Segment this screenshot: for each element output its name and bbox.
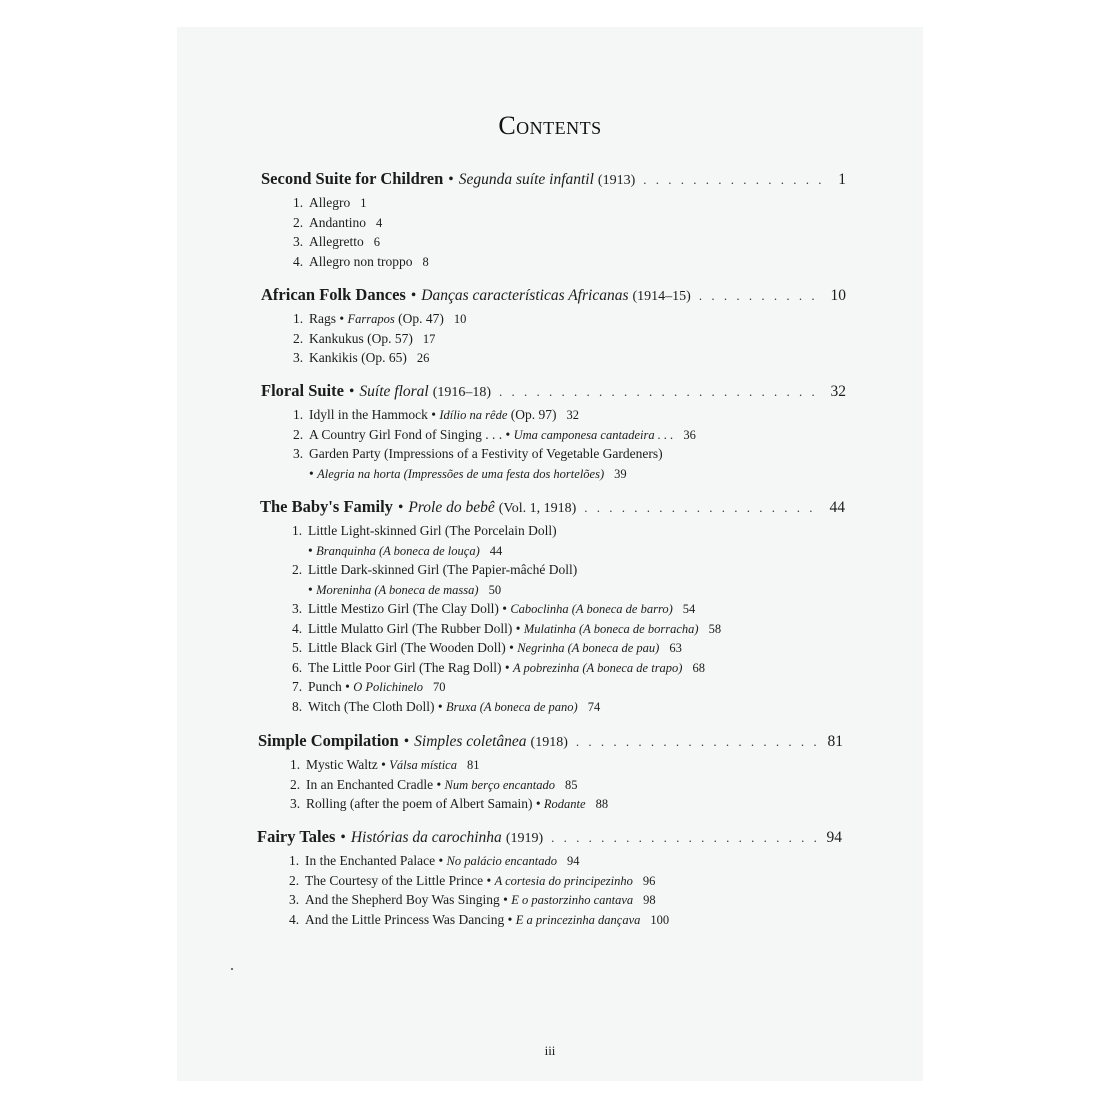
item-title: Punch • [308,679,350,694]
section-title: Floral Suite [261,381,344,400]
item-title: The Courtesy of the Little Prince • [305,872,492,888]
section-page-number: 94 [826,829,842,846]
item-page-number: 85 [564,777,578,792]
item-page-number: 26 [416,351,430,365]
toc-item [260,697,845,717]
section-heading [260,497,845,521]
section-bullet: • [403,733,410,750]
item-page-number: 4 [376,215,383,230]
item-number: 3. [293,350,304,365]
toc-item [260,560,845,580]
leader-dots [584,500,821,516]
item-portuguese-title: O Polichinelo [353,680,424,694]
leader-dots [551,830,818,846]
section-subtitle: Suíte floral [359,383,429,400]
item-title: Allegretto [309,234,364,249]
section-year: (1913) [597,173,636,188]
section-page-number: 1 [838,171,846,188]
section-year: (1916–18) [432,385,492,400]
item-page-number: 10 [453,312,467,326]
leader-dots [499,384,822,400]
toc-item [261,252,846,272]
item-number: 6. [292,659,303,675]
item-number: 3. [293,234,304,249]
item-number: 2. [293,426,304,442]
item-number: 2. [292,562,303,577]
toc-section [260,497,845,716]
item-portuguese-title: Branquinha (A boneca de louça) [316,543,480,558]
item-page-number: 50 [488,582,502,597]
item-page-number: 63 [669,641,682,655]
section-items [261,405,846,483]
item-portuguese-title: Mulatinha (A boneca de borracha) [523,621,699,636]
item-title: In an Enchanted Cradle • [306,776,442,792]
toc-section [261,169,846,271]
item-page-number: 58 [708,621,722,636]
item-portuguese-title: E o pastorzinho cantava [511,893,634,907]
toc-item [261,329,846,349]
section-page-number: 10 [830,287,846,304]
item-title: A Country Girl Fond of Singing . . . • [309,426,511,442]
section-items [257,851,842,929]
toc-item [260,599,845,619]
section-heading [257,827,842,851]
toc-item [260,541,845,561]
toc-item [258,755,843,775]
item-portuguese-title: Num berço encantado [444,777,555,792]
section-heading [261,285,846,309]
toc-item [260,638,845,658]
section-subtitle: Simples coletânea [414,733,527,750]
section-heading [261,169,846,193]
toc-section [261,285,846,368]
item-number: 3. [293,446,304,461]
section-heading [261,381,846,405]
item-title: Rags • [309,311,345,326]
item-portuguese-title: No palácio encantado [446,854,557,868]
item-title: Little Dark-skinned Girl (The Papier-mâché Doll) [308,562,578,577]
item-title: Kankikis (Op. 65) [309,350,407,365]
toc-item [260,521,845,541]
item-number: 5. [292,640,303,655]
section-bullet: • [397,499,404,516]
section-title: Second Suite for Children [261,169,444,188]
item-number: 2. [293,330,304,346]
item-number: 3. [292,601,303,616]
section-year: (1918) [530,735,568,750]
section-bullet: • [410,287,417,304]
item-page-number: 17 [422,331,436,346]
toc-item [260,658,845,678]
section-items [260,521,845,716]
item-page-number: 88 [595,797,609,811]
section-year: (Vol. 1, 1918) [498,501,577,516]
section-title: Simple Compilation [258,731,399,750]
toc-item [260,580,845,600]
section-year: (1914–15) [632,289,691,304]
toc-section [258,731,843,814]
item-title: And the Little Princess Was Dancing • [305,911,513,927]
section-items [258,755,843,814]
item-title: • [309,465,314,481]
toc-item [261,309,846,329]
item-number: 2. [290,776,301,792]
section-subtitle: Segunda suíte infantil [458,171,594,188]
item-page-number: 96 [642,873,656,888]
toc-item [261,213,846,233]
item-page-number: 1 [360,196,367,210]
item-number: 4. [293,253,304,269]
item-portuguese-title: Uma camponesa cantadeira . . . [513,427,674,442]
leader-dots [643,172,830,188]
toc-item [261,444,846,464]
item-number: 4. [292,620,303,636]
item-title: Little Black Girl (The Wooden Doll) • [308,640,514,655]
item-number: 2. [293,214,304,230]
item-portuguese-title: Negrinha (A boneca de pau) [517,641,660,655]
item-portuguese-title: Farrapos [347,312,395,326]
item-title: Kankukus (Op. 57) [309,330,413,346]
item-opus: (Op. 97) [510,407,557,422]
item-portuguese-title: Rodante [543,797,586,811]
item-number: 3. [289,892,300,907]
toc-item [258,775,843,795]
paper-speck [231,968,233,970]
leader-dots [576,734,820,750]
item-number: 1. [292,523,303,538]
toc-item [257,910,842,930]
book-page [177,27,923,1081]
item-title: Rolling (after the poem of Albert Samain) • [306,796,541,811]
item-title: Idyll in the Hammock • [309,407,436,422]
section-subtitle: Prole do bebê [408,499,495,516]
toc-item [257,871,842,891]
item-number: 1. [290,757,301,772]
item-number: 1. [293,195,304,210]
section-bullet: • [448,171,454,188]
item-title: In the Enchanted Palace • [305,853,444,868]
toc-item [261,405,846,425]
item-page-number: 6 [373,235,380,249]
item-page-number: 100 [650,912,670,927]
item-title: • [308,581,313,597]
section-year: (1919) [505,831,544,846]
item-title: Allegro non troppo [309,253,413,269]
section-items [261,193,846,271]
item-title: • [308,542,313,558]
item-title: The Little Poor Girl (The Rag Doll) • [308,659,510,675]
toc-item [260,677,845,697]
item-number: 3. [290,796,301,811]
section-page-number: 32 [830,383,846,400]
section-title: Fairy Tales [257,827,336,846]
item-page-number: 36 [683,427,696,442]
item-number: 1. [289,853,300,868]
section-page-number: 81 [827,733,843,750]
toc-item [261,232,846,252]
item-portuguese-title: Válsa mística [389,758,457,772]
page-title: Contents [498,111,602,140]
toc-item [258,794,843,814]
item-opus: (Op. 47) [398,311,444,326]
section-items [261,309,846,368]
item-page-number: 8 [422,254,429,269]
page-folio: iii [544,1043,556,1058]
item-title: Little Mestizo Girl (The Clay Doll) • [308,601,507,616]
toc-section [261,381,846,483]
item-number: 7. [292,679,303,694]
item-title: Andantino [309,214,366,230]
toc-item [260,619,845,639]
item-portuguese-title: A pobrezinha (A boneca de trapo) [512,660,683,675]
section-title: African Folk Dances [261,285,406,304]
section-bullet: • [348,383,355,400]
item-portuguese-title: E a princezinha dançava [515,912,641,927]
item-title: Little Light-skinned Girl (The Porcelain Doll) [308,523,557,538]
toc-item [261,193,846,213]
item-page-number: 98 [643,893,656,907]
item-portuguese-title: Moreninha (A boneca de massa) [316,582,479,597]
item-number: 4. [289,911,300,927]
item-number: 1. [293,311,304,326]
section-heading [258,731,843,755]
item-page-number: 44 [489,543,503,558]
item-portuguese-title: Bruxa (A boneca de pano) [446,699,578,714]
toc-item [257,851,842,871]
item-page-number: 94 [566,854,580,868]
item-page-number: 39 [614,466,627,481]
item-portuguese-title: Caboclinha (A boneca de barro) [510,602,673,616]
item-portuguese-title: Idílio na rêde [439,408,508,422]
item-title: Witch (The Cloth Doll) • [308,698,443,714]
toc-section [257,827,842,929]
section-subtitle: Danças características Africanas [421,287,629,304]
item-page-number: 70 [433,680,446,694]
section-subtitle: Histórias da carochinha [350,829,502,846]
toc-item [261,348,846,368]
item-page-number: 32 [566,408,579,422]
item-page-number: 54 [682,602,696,616]
leader-dots [699,288,823,304]
item-page-number: 68 [692,660,705,675]
item-portuguese-title: A cortesia do principezinho [494,873,633,888]
item-title: Mystic Waltz • [306,757,386,772]
toc-item [261,464,846,484]
item-title: Garden Party (Impressions of a Festivity of Vegetable Gardeners) [309,446,663,461]
item-page-number: 74 [587,699,601,714]
item-portuguese-title: Alegria na horta (Impressões de uma festa dos hortelões) [317,466,605,481]
section-title: The Baby's Family [260,497,393,516]
item-number: 2. [289,872,300,888]
item-title: Allegro [309,195,351,210]
item-title: And the Shepherd Boy Was Singing • [305,892,508,907]
toc-item [261,425,846,445]
toc-item [257,890,842,910]
section-bullet: • [340,829,346,846]
item-page-number: 81 [466,758,480,772]
section-page-number: 44 [829,499,845,516]
item-number: 1. [293,407,304,422]
item-title: Little Mulatto Girl (The Rubber Doll) • [308,620,521,636]
item-number: 8. [292,698,303,714]
